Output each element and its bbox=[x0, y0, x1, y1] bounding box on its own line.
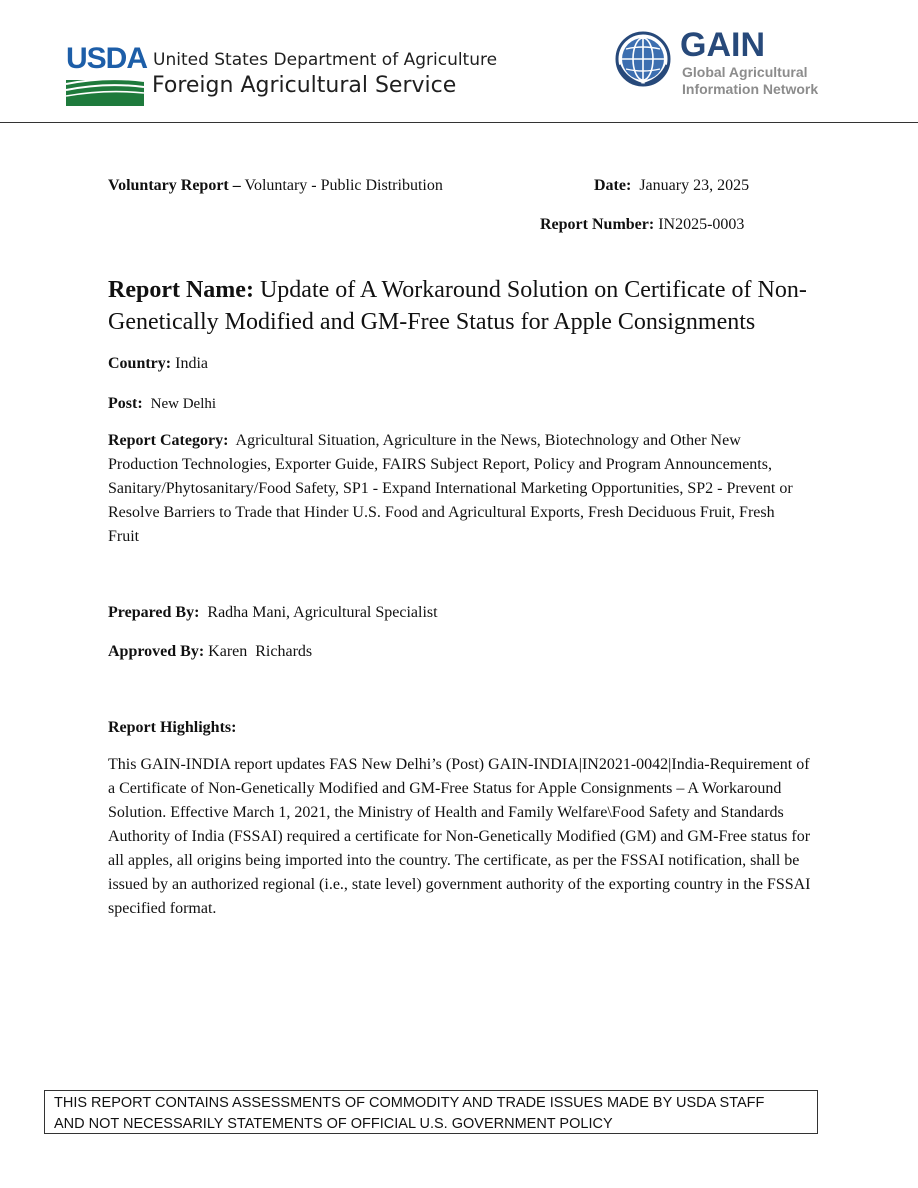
report-number-value: IN2025-0003 bbox=[658, 216, 745, 233]
country-label: Country: bbox=[108, 355, 172, 372]
report-date bbox=[594, 178, 749, 194]
post-value: New Delhi bbox=[150, 396, 217, 412]
header-divider bbox=[0, 122, 918, 123]
agency-name: Foreign Agricultural Service bbox=[152, 73, 457, 98]
report-type-label: Voluntary Report – bbox=[108, 177, 241, 194]
report-number bbox=[540, 217, 744, 233]
usda-logo-text: USDA bbox=[66, 42, 148, 75]
department-name: United States Department of Agriculture bbox=[153, 50, 498, 70]
report-type bbox=[108, 178, 443, 194]
report-name bbox=[108, 274, 828, 338]
globe-icon bbox=[615, 31, 671, 87]
country-value: India bbox=[175, 355, 208, 372]
category-value: Agricultural Situation, Agriculture in the News, Biotechnology and Other New Production Technologies, Exporter Guide, FAIRS Subject Report, Policy and Program Announcements, Sanitary/Phytosanitary/Food Safety, SP1 - Expand International Marketing Opportunities, SP2 - Prevent or Resolve Barriers to Trade that Hinder U.S. Food and Agricultural Exports, Fresh Deciduous Fruit, Fresh Fruit bbox=[108, 432, 793, 545]
disclaimer-line1: THIS REPORT CONTAINS ASSESSMENTS OF COMMODITY AND TRADE ISSUES MADE BY USDA STAFF bbox=[54, 1095, 765, 1111]
gain-title: GAIN bbox=[680, 26, 765, 64]
gain-subtitle-line1: Global Agricultural bbox=[682, 64, 808, 80]
approved-by-value: Karen Richards bbox=[208, 643, 313, 660]
gain-subtitle-line2: Information Network bbox=[682, 81, 819, 97]
post bbox=[108, 396, 216, 412]
country bbox=[108, 356, 208, 372]
disclaimer-line2: AND NOT NECESSARILY STATEMENTS OF OFFICIAL U.S. GOVERNMENT POLICY bbox=[54, 1116, 613, 1132]
category-label: Report Category: bbox=[108, 432, 229, 449]
prepared-by bbox=[108, 605, 438, 621]
report-category bbox=[108, 429, 808, 549]
report-name-value: Update of A Workaround Solution on Certificate of Non-Genetically Modified and GM-Free Status for Apple Consignments bbox=[108, 277, 807, 335]
disclaimer-box bbox=[44, 1090, 818, 1134]
date-value: January 23, 2025 bbox=[639, 177, 750, 194]
report-type-value: Voluntary - Public Distribution bbox=[244, 177, 443, 194]
highlights-heading: Report Highlights: bbox=[108, 719, 237, 736]
highlights-body: This GAIN-INDIA report updates FAS New Delhi’s (Post) GAIN-INDIA|IN2021-0042|India-Requirement of a Certificate of Non-Genetically Modified and GM-Free Status for Apple Consignments – A Workaround Solution. Effective March 1, 2021, the Ministry of Health and Family Welfare\Food Safety and Standards Authority of India (FSSAI) required a certificate for Non-Genetically Modified (GM) and GM-Free status for all apples, all origins being imported into the country. The certificate, as per the FSSAI notification, shall be issued by an authorized regional (i.e., state level) government authority of the exporting country in the FSSAI specified format. bbox=[108, 756, 811, 917]
prepared-by-label: Prepared By: bbox=[108, 604, 200, 621]
report-name-label: Report Name: bbox=[108, 277, 254, 303]
date-label: Date: bbox=[594, 177, 632, 194]
approved-by-label: Approved By: bbox=[108, 643, 205, 660]
prepared-by-value: Radha Mani, Agricultural Specialist bbox=[207, 604, 438, 621]
post-label: Post: bbox=[108, 395, 143, 412]
report-number-label: Report Number: bbox=[540, 216, 655, 233]
approved-by bbox=[108, 644, 312, 660]
